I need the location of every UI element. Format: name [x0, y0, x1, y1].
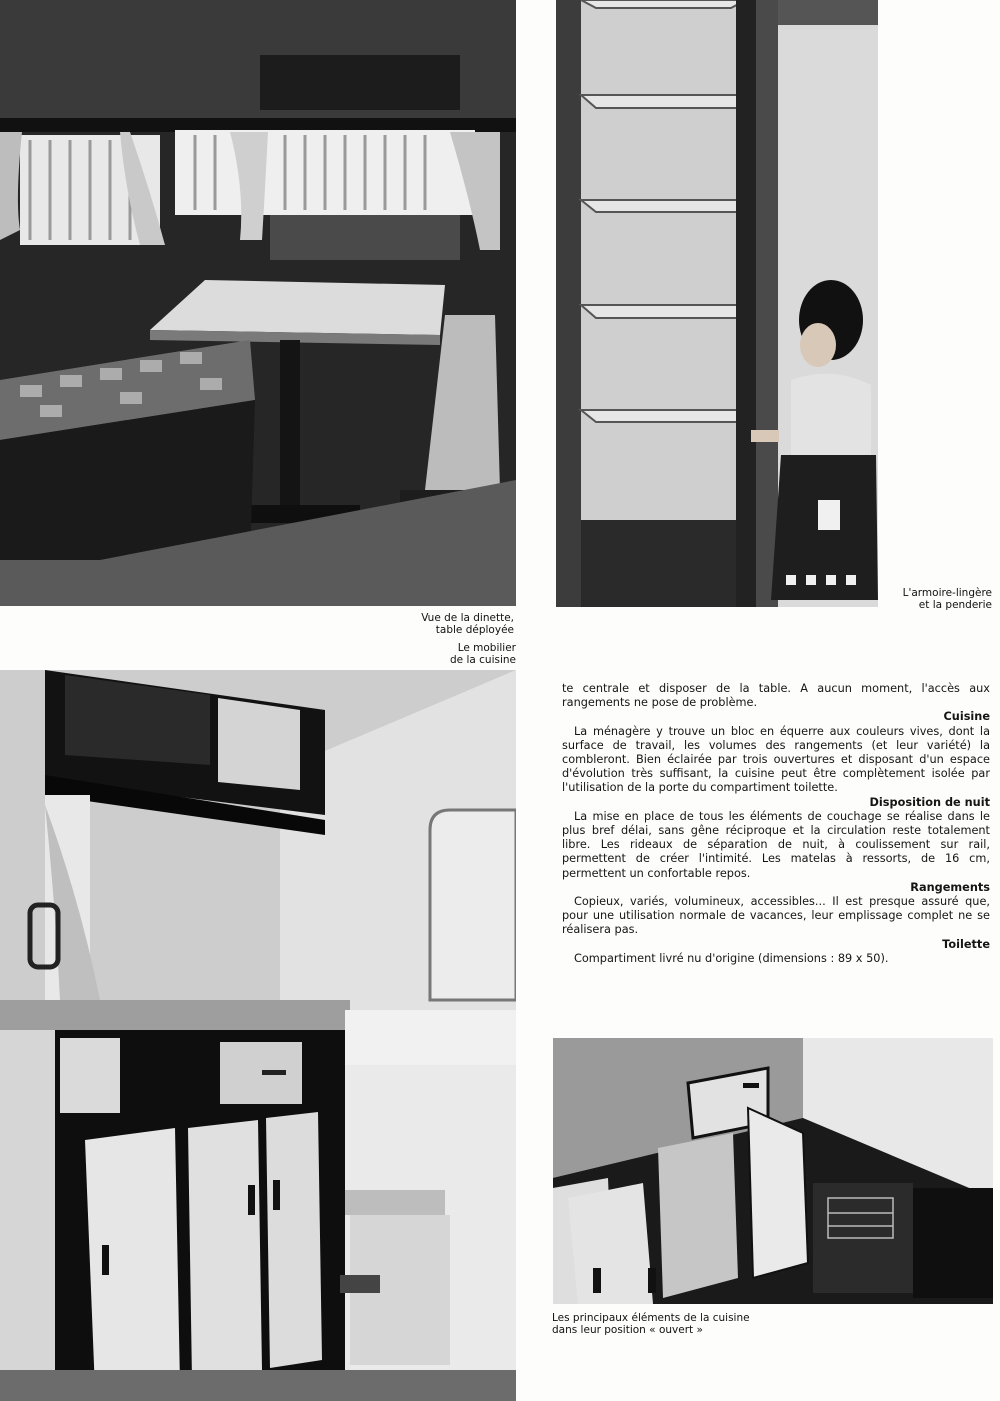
article-lead: te centrale et disposer de la table. A aucun moment, l'accès aux rangements ne pose de problème. — [562, 682, 990, 710]
cuisine-photo — [0, 670, 516, 1401]
caption-line: dans leur position « ouvert » — [552, 1324, 703, 1336]
caption-line: Le mobilier — [457, 642, 516, 654]
armoire-photo — [556, 0, 878, 607]
caption-line: Les principaux éléments de la cuisine — [552, 1312, 750, 1324]
caption-line: table déployée — [435, 624, 514, 636]
caption-line: et la penderie — [918, 599, 992, 611]
section-heading-toilette: Toilette — [942, 937, 990, 951]
dinette-caption — [300, 612, 514, 636]
section-heading-nuit: Disposition de nuit — [869, 795, 990, 809]
caption-line: Vue de la dinette, — [421, 612, 514, 624]
section-heading-cuisine: Cuisine — [943, 710, 990, 724]
section-text-cuisine: La ménagère y trouve un bloc en équerre aux couleurs vives, dont la surface de travail, les volumes des rangements (et leur variété) la combleront. Bien éclairée par trois ouvertures et disposant d'un espace d'évolution très suffisant, la cuisine peut être complètement isolée par l'utilisation de la porte du compartiment toilette. — [562, 724, 990, 795]
section-text-rangements: Copieux, variés, volumineux, accessibles... Il est presque assuré que, pour une utilisation normale de vacances, leur emplissage complet ne se réalisera pas. — [562, 895, 990, 937]
article-text — [562, 682, 990, 966]
armoire-caption — [800, 587, 992, 611]
dinette-photo — [0, 0, 516, 606]
elements-caption — [552, 1312, 782, 1336]
section-text-toilette: Compartiment livré nu d'origine (dimensions : 89 x 50). — [574, 951, 889, 965]
caption-line: de la cuisine — [450, 654, 516, 666]
section-heading-rangements: Rangements — [910, 880, 990, 894]
mobilier-caption — [330, 642, 516, 666]
elements-photo — [553, 1038, 993, 1304]
caption-line: L'armoire-lingère — [902, 587, 992, 599]
section-text-nuit: La mise en place de tous les éléments de couchage se réalise dans le plus bref délai, sans gêne réciproque et la circulation reste totalement libre. Les rideaux de séparation de nuit, à coulissement sur rail, permettent de créer l'intimité. Les matelas à ressorts, de 16 cm, permettent un confortable repos. — [562, 809, 990, 880]
